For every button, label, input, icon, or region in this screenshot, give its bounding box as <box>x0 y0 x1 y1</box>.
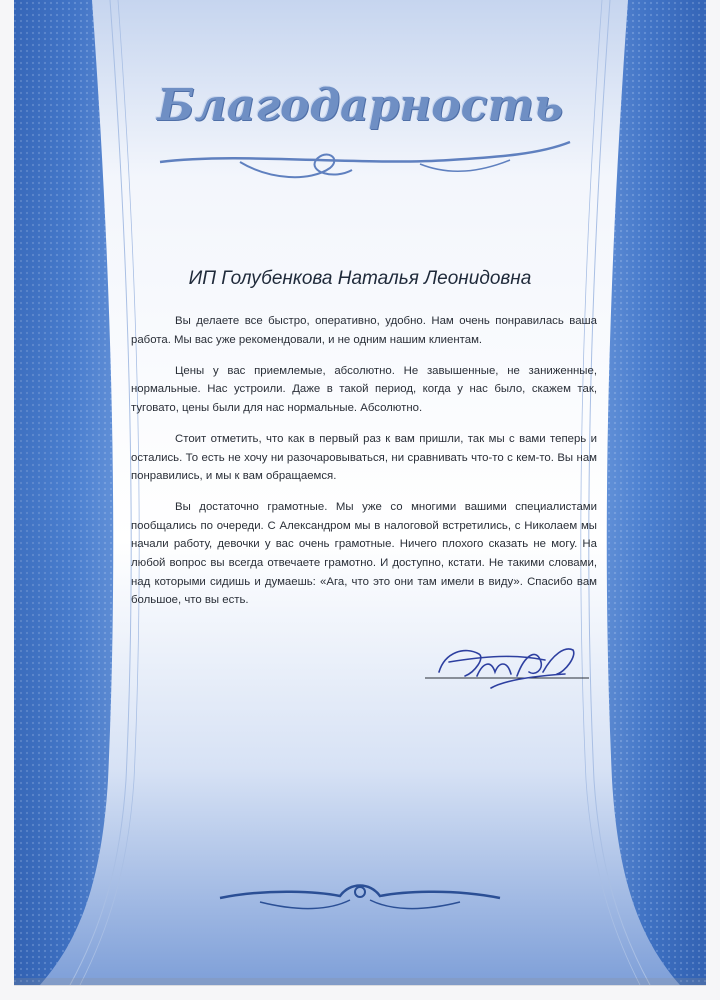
paragraph: Стоит отметить, что как в первый раз к вам пришли, так мы с вами теперь и остались. То есть не хочу ни разочаровываться, ни сравнивать что-то с кем-то. Вы нам понравились, и мы к вам обращаемся. <box>131 432 597 483</box>
signature-icon <box>425 632 595 712</box>
certificate-title: Благодарность <box>156 80 564 131</box>
paragraph: Цены у вас приемлемые, абсолютно. Не завышенные, не заниженные, нормальные. Нас устроили. Даже в такой период, когда у нас было, скажем так, туговато, цены были для нас нормальные. Абсолютно. <box>131 364 597 414</box>
bottom-ornament-icon <box>200 870 520 920</box>
paragraph: Вы достаточно грамотные. Мы уже со многими вашими специалистами пообщались по очереди. С Александром мы в налоговой встретились, с Николаем мы начали работу, девочки у вас очень грамотные. Ничего плохого сказать не могу. На любой вопрос вы всегда отвечаете грамотно. И доступно, кстати. Не такими словами, над которыми сидишь и думаешь: «Ага, что это они там имели в виду». Спасибо вам большое, что вы есть. <box>131 501 597 607</box>
paragraph: Вы делаете все быстро, оперативно, удобно. Нам очень понравилась ваша работа. Мы вас уже рекомендовали, и не одним нашим клиентам. <box>131 315 597 346</box>
title-flourish-icon <box>120 132 600 192</box>
letter-body <box>131 312 597 622</box>
title-block <box>120 62 600 192</box>
recipient-name: ИП Голубенкова Наталья Леонидовна <box>188 268 532 289</box>
